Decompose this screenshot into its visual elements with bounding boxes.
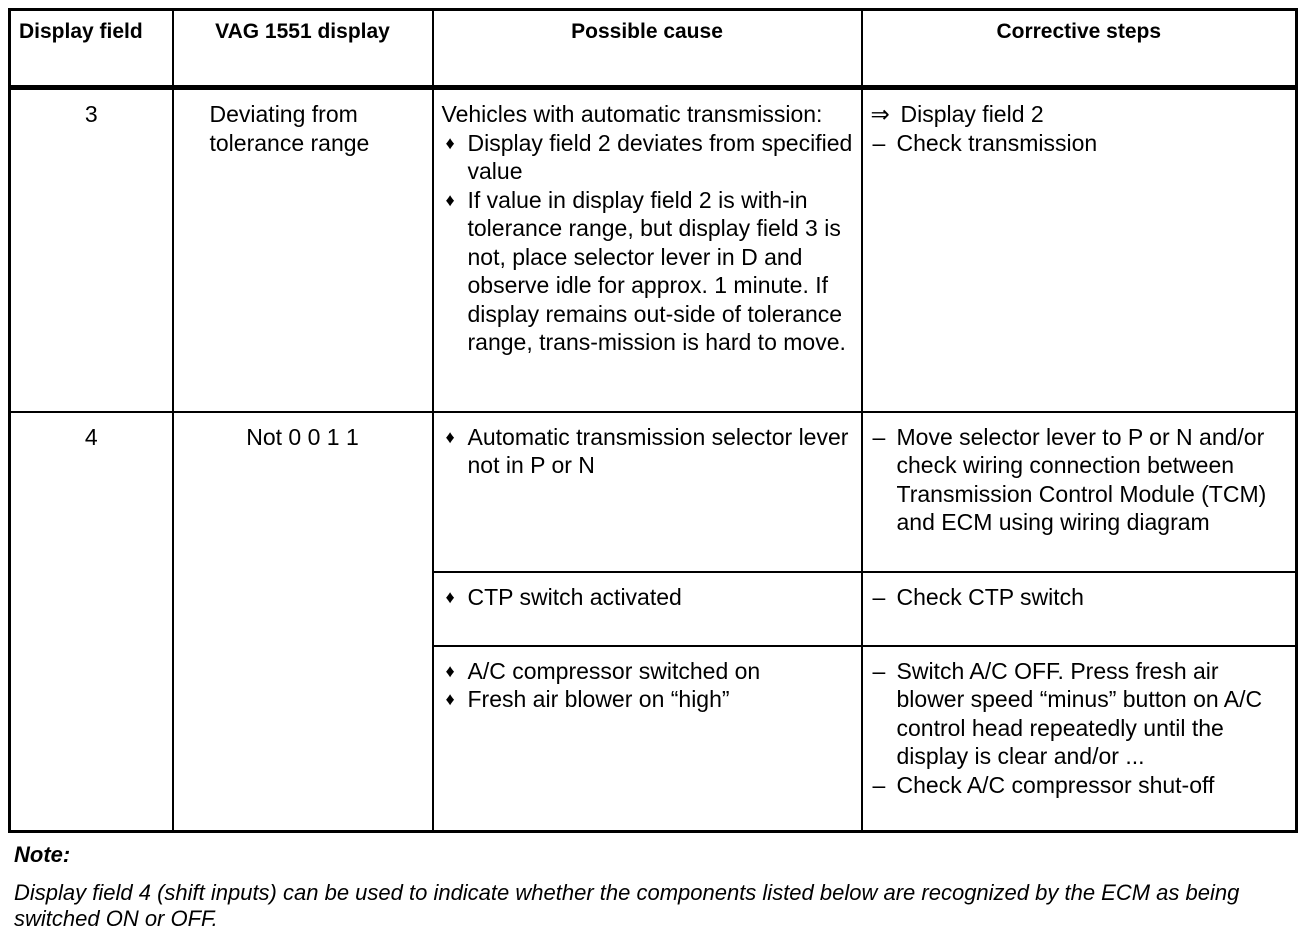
header-possible-cause: Possible cause xyxy=(433,10,862,88)
possible-cause-cell xyxy=(433,88,862,412)
list-item: ♦ If value in display field 2 is with-in tolerance range, but display field 3 is not, place selector lever in D and observe idle for approx. 1 minute. If display remains out-side of tolerance range, trans-mission is hard to move. xyxy=(442,186,853,357)
list-item: ⇒ Display field 2 xyxy=(871,100,1288,129)
vag-display-cell: Not 0 0 1 1 xyxy=(173,412,433,832)
header-vag-display: VAG 1551 display xyxy=(173,10,433,88)
vag-display-cell: Deviating from tolerance range xyxy=(173,88,433,412)
cause-list xyxy=(442,657,853,714)
corrective-steps-cell xyxy=(862,646,1297,832)
display-field-cell: 3 xyxy=(10,88,173,412)
list-item: ♦ CTP switch activated xyxy=(442,583,853,612)
list-item: – Move selector lever to P or N and/or check wiring connection between Transmission Control Module (TCM) and ECM using wiring diagram xyxy=(871,423,1288,537)
note-title: Note: xyxy=(14,842,71,867)
steps-list xyxy=(871,583,1288,612)
list-item: – Check A/C compressor shut-off xyxy=(871,771,1288,800)
list-item: ♦ Automatic transmission selector lever not in P or N xyxy=(442,423,853,480)
cause-intro: Vehicles with automatic transmission: xyxy=(441,101,823,127)
possible-cause-cell xyxy=(433,412,862,572)
list-item: – Check transmission xyxy=(871,129,1288,158)
possible-cause-cell xyxy=(433,646,862,832)
steps-list xyxy=(871,423,1288,537)
possible-cause-cell xyxy=(433,572,862,646)
header-display-field: Display field xyxy=(10,10,173,88)
steps-list xyxy=(871,100,1288,157)
table-row xyxy=(10,412,1297,572)
cause-list xyxy=(442,583,853,612)
table-row xyxy=(10,88,1297,412)
header-corrective-steps: Corrective steps xyxy=(862,10,1297,88)
cause-list xyxy=(442,423,853,480)
note-section xyxy=(14,842,1304,932)
steps-list xyxy=(871,657,1288,800)
note-text: Display field 4 (shift inputs) can be used to indicate whether the components listed below are recognized by the ECM as being switched ON or OFF. xyxy=(14,880,1240,931)
table-header-row xyxy=(10,10,1297,88)
list-item: – Switch A/C OFF. Press fresh air blower speed “minus” button on A/C control head repeatedly until the display is clear and/or ... xyxy=(871,657,1288,771)
list-item: ♦ Display field 2 deviates from specified value xyxy=(442,129,853,186)
corrective-steps-cell xyxy=(862,572,1297,646)
diagnostic-table xyxy=(8,8,1298,833)
list-item: ♦ Fresh air blower on “high” xyxy=(442,685,853,714)
list-item: – Check CTP switch xyxy=(871,583,1288,612)
corrective-steps-cell xyxy=(862,88,1297,412)
list-item: ♦ A/C compressor switched on xyxy=(442,657,853,686)
corrective-steps-cell xyxy=(862,412,1297,572)
cause-list xyxy=(442,129,853,357)
display-field-cell: 4 xyxy=(10,412,173,832)
